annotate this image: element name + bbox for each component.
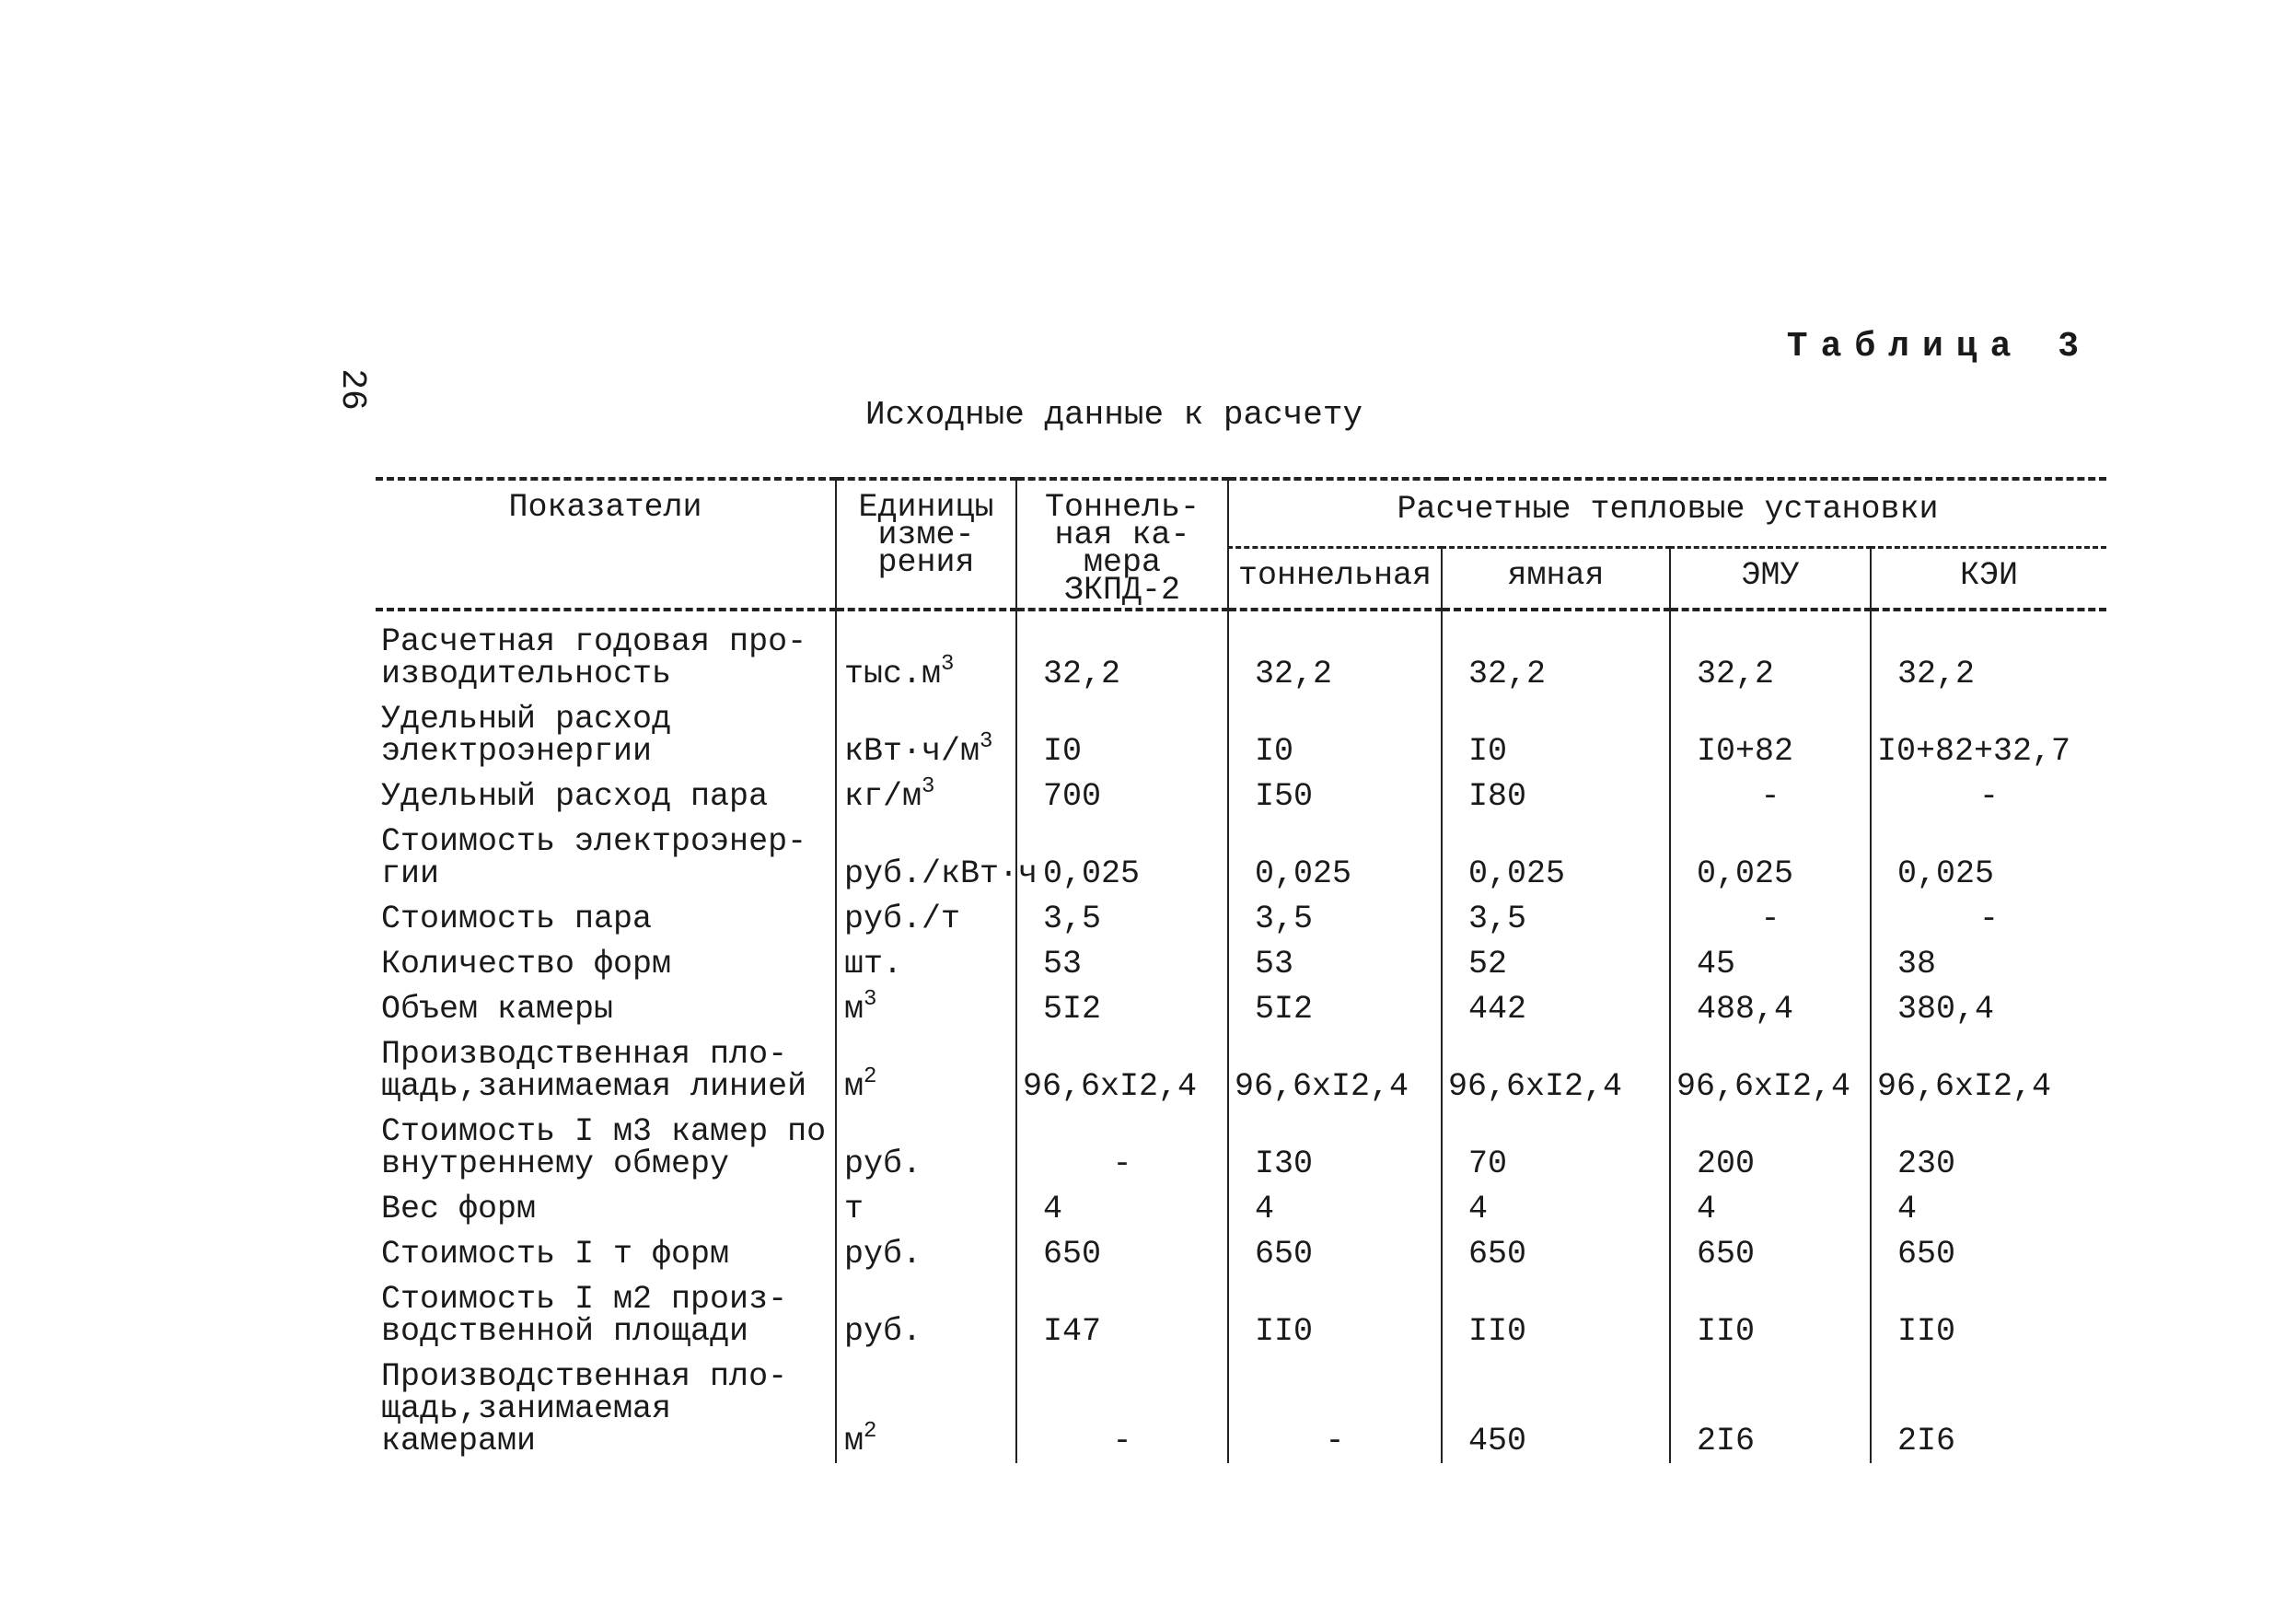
- table-row: [376, 896, 2106, 941]
- cell-value: 5I2: [1016, 986, 1228, 1031]
- row-indicator: Количество форм: [381, 946, 672, 982]
- table-row: [376, 1354, 2106, 1463]
- table-row: [376, 1276, 2106, 1354]
- cell-value: -: [1670, 773, 1871, 819]
- cell-value: 650: [1228, 1231, 1442, 1276]
- table-row: [376, 1109, 2106, 1186]
- row-unit: шт.: [836, 941, 1016, 986]
- row-indicator: Удельный расход электроэнергии: [381, 701, 672, 770]
- row-indicator: Производственная пло-щадь,занимаемая линией: [381, 1036, 807, 1105]
- row-indicator: Расчетная годовая про-изводительность: [381, 623, 807, 692]
- cell-value: 45: [1670, 941, 1871, 986]
- row-unit: $м^3$: [836, 986, 1016, 1031]
- table-row: [376, 610, 2106, 696]
- header-sub-emu: ЭМУ: [1670, 547, 1871, 610]
- row-indicator: Удельный расход пара: [381, 778, 769, 815]
- cell-value: -: [1016, 1354, 1228, 1463]
- cell-value: 4: [1016, 1186, 1228, 1231]
- cell-value: I0: [1442, 696, 1670, 773]
- cell-value: 4: [1670, 1186, 1871, 1231]
- page-number: 26: [332, 368, 372, 411]
- header-units: Единицы изме-рения: [836, 479, 1016, 610]
- cell-value: I0+82+32,7: [1871, 696, 2106, 773]
- cell-value: -: [1871, 773, 2106, 819]
- header-indicators: Показатели: [376, 479, 836, 610]
- cell-value: 52: [1442, 941, 1670, 986]
- cell-value: II0: [1228, 1276, 1442, 1354]
- table-row: [376, 1231, 2106, 1276]
- cell-value: -: [1228, 1354, 1442, 1463]
- table-row: [376, 941, 2106, 986]
- cell-value: -: [1670, 896, 1871, 941]
- table-row: [376, 1031, 2106, 1109]
- cell-value: I0: [1016, 696, 1228, 773]
- cell-value: 700: [1016, 773, 1228, 819]
- cell-value: 96,6xI2,4: [1670, 1031, 1871, 1109]
- cell-value: 4: [1871, 1186, 2106, 1231]
- cell-value: 488,4: [1670, 986, 1871, 1031]
- cell-value: 3,5: [1442, 896, 1670, 941]
- cell-value: I50: [1228, 773, 1442, 819]
- cell-value: 32,2: [1871, 610, 2106, 696]
- cell-value: 96,6xI2,4: [1442, 1031, 1670, 1109]
- table-row: [376, 696, 2106, 773]
- header-tunnel-chamber: Тоннель-ная ка-мера ЗКПД-2: [1016, 479, 1228, 610]
- cell-value: 230: [1871, 1109, 2106, 1186]
- cell-value: 0,025: [1228, 819, 1442, 896]
- data-table: [376, 477, 2106, 1463]
- header-group: Расчетные тепловые установки: [1228, 479, 2106, 547]
- cell-value: 650: [1670, 1231, 1871, 1276]
- table-row: [376, 773, 2106, 819]
- row-unit: $тыс.м^3$: [836, 610, 1016, 696]
- row-unit: руб.: [836, 1231, 1016, 1276]
- cell-value: 0,025: [1670, 819, 1871, 896]
- cell-value: 32,2: [1016, 610, 1228, 696]
- cell-value: 3,5: [1016, 896, 1228, 941]
- cell-value: 4: [1228, 1186, 1442, 1231]
- cell-value: I0: [1228, 696, 1442, 773]
- cell-value: -: [1871, 896, 2106, 941]
- cell-value: 0,025: [1871, 819, 2106, 896]
- row-indicator: Стоимость электроэнер-гии: [381, 823, 807, 892]
- cell-value: 442: [1442, 986, 1670, 1031]
- table-row: [376, 1186, 2106, 1231]
- cell-value: 96,6xI2,4: [1228, 1031, 1442, 1109]
- cell-value: II0: [1670, 1276, 1871, 1354]
- cell-value: 200: [1670, 1109, 1871, 1186]
- cell-value: II0: [1442, 1276, 1670, 1354]
- cell-value: 3,5: [1228, 896, 1442, 941]
- row-unit: $кВт\cdot ч/м^3$: [836, 696, 1016, 773]
- cell-value: 2I6: [1871, 1354, 2106, 1463]
- header-sub-kei: КЭИ: [1871, 547, 2106, 610]
- cell-value: 0,025: [1442, 819, 1670, 896]
- row-unit: руб./т: [836, 896, 1016, 941]
- cell-value: 4: [1442, 1186, 1670, 1231]
- cell-value: 53: [1016, 941, 1228, 986]
- cell-value: 32,2: [1442, 610, 1670, 696]
- table-row: [376, 986, 2106, 1031]
- header-sub-pit: ямная: [1442, 547, 1670, 610]
- row-unit: т: [836, 1186, 1016, 1231]
- row-indicator: Стоимость I м2 произ-водственной площади: [381, 1281, 788, 1350]
- row-unit: $м^2$: [836, 1354, 1016, 1463]
- cell-value: 53: [1228, 941, 1442, 986]
- row-indicator: Стоимость I м3 камер по внутреннему обмеру: [381, 1113, 827, 1182]
- cell-value: 450: [1442, 1354, 1670, 1463]
- cell-value: 96,6xI2,4: [1016, 1031, 1228, 1109]
- cell-value: 650: [1016, 1231, 1228, 1276]
- cell-value: I0+82: [1670, 696, 1871, 773]
- table-label: Таблица 3: [1786, 327, 2092, 366]
- row-unit: руб./кВт·ч: [836, 819, 1016, 896]
- row-indicator: Стоимость I т форм: [381, 1236, 730, 1273]
- cell-value: 0,025: [1016, 819, 1228, 896]
- cell-value: I30: [1228, 1109, 1442, 1186]
- cell-value: 5I2: [1228, 986, 1442, 1031]
- header-sub-tunnel: тоннельная: [1228, 547, 1442, 610]
- row-unit: $м^2$: [836, 1031, 1016, 1109]
- cell-value: 32,2: [1228, 610, 1442, 696]
- table-row: [376, 819, 2106, 896]
- row-unit: $кг/м^3$: [836, 773, 1016, 819]
- cell-value: 70: [1442, 1109, 1670, 1186]
- cell-value: 32,2: [1670, 610, 1871, 696]
- cell-value: 650: [1442, 1231, 1670, 1276]
- row-unit: руб.: [836, 1276, 1016, 1354]
- cell-value: 96,6xI2,4: [1871, 1031, 2106, 1109]
- cell-value: 38: [1871, 941, 2106, 986]
- cell-value: 2I6: [1670, 1354, 1871, 1463]
- cell-value: -: [1016, 1109, 1228, 1186]
- table-title: Исходные данные к расчету: [865, 396, 1363, 434]
- row-indicator: Вес форм: [381, 1191, 537, 1227]
- cell-value: I80: [1442, 773, 1670, 819]
- row-indicator: Объем камеры: [381, 991, 614, 1028]
- cell-value: II0: [1871, 1276, 2106, 1354]
- cell-value: 650: [1871, 1231, 2106, 1276]
- row-indicator: Производственная пло-щадь,занимаемая камерами: [381, 1358, 788, 1459]
- row-unit: руб.: [836, 1109, 1016, 1186]
- row-indicator: Стоимость пара: [381, 901, 653, 937]
- cell-value: 380,4: [1871, 986, 2106, 1031]
- cell-value: I47: [1016, 1276, 1228, 1354]
